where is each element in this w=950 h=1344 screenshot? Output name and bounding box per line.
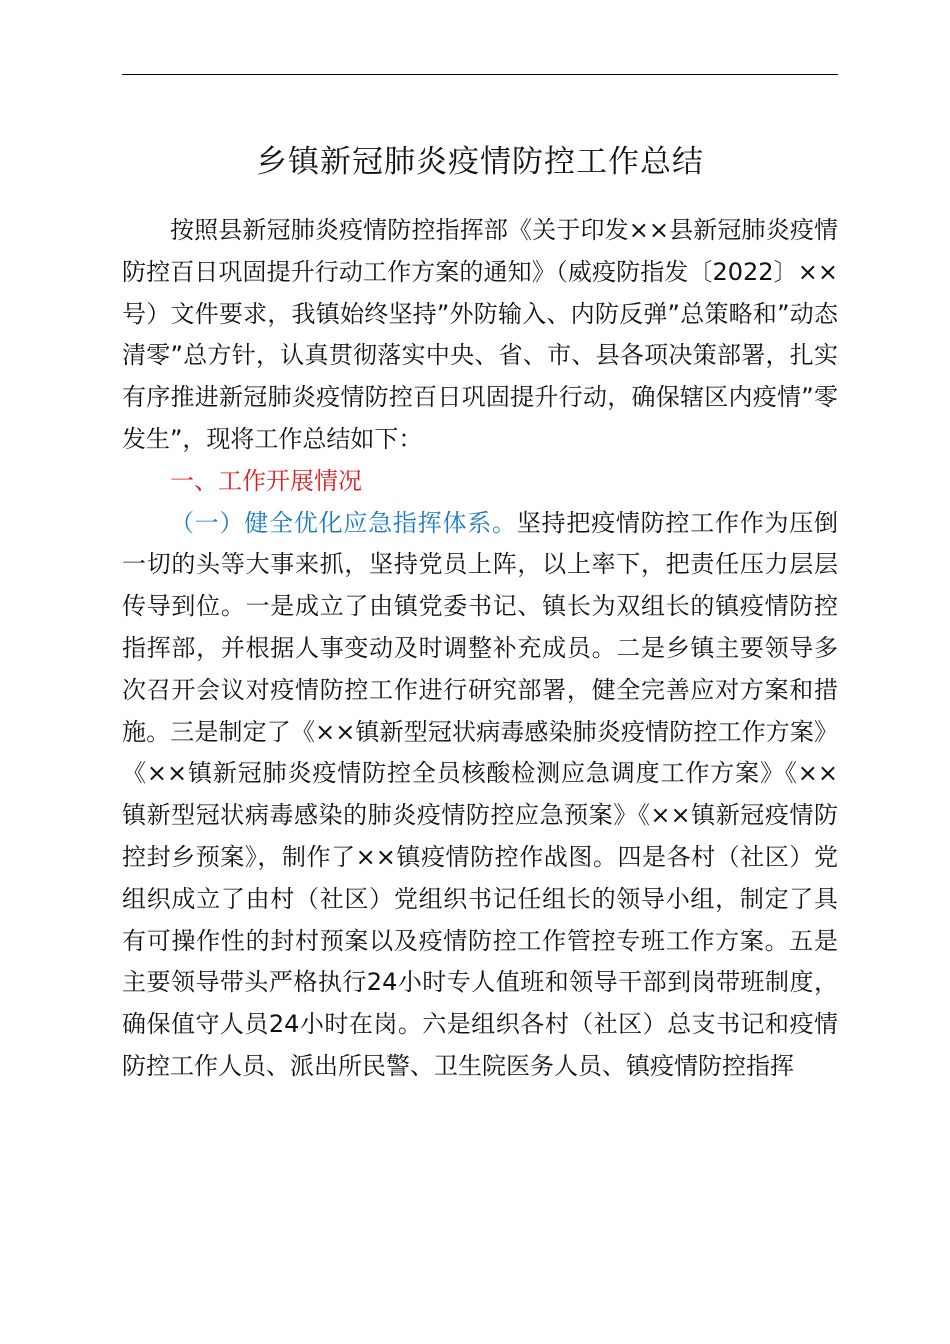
document-title: 乡镇新冠肺炎疫情防控工作总结 [256,144,704,180]
subsection-paragraph [122,503,838,1088]
header-rule [122,74,838,75]
subsection-heading: （一）健全优化应急指挥体系。 [170,508,517,537]
document-body [122,210,838,1088]
section-heading: 一、工作开展情况 [170,466,362,495]
subsection-text: 坚持把疫情防控工作作为压倒一切的头等大事来抓，坚持党员上阵，以上率下，把责任压力层层传导到位。一是成立了由镇党委书记、镇长为双组长的镇疫情防控指挥部，并根据人事变动及时调整补充成员。二是乡镇主要领导多次召开会议对疫情防控工作进行研究部署，健全完善应对方案和措施。三是制定了《××镇新型冠状病毒感染肺炎疫情防控工作方案》《××镇新冠肺炎疫情防控全员核酸检测应急调度工作方案》《××镇新型冠状病毒感染的肺炎疫情防控应急预案》《××镇新冠疫情防控封乡预案》，制作了××镇疫情防控作战图。四是各村（社区）党组织成立了由村（社区）党组织书记任组长的领导小组，制定了具有可操作性的封村预案以及疫情防控工作管控专班工作方案。五是主要领导带头严格执行24小时专人值班和领导干部到岗带班制度，确保值守人员24小时在岗。六是组织各村（社区）总支书记和疫情防控工作人员、派出所民警、卫生院医务人员、镇疫情防控指挥 [122,508,839,1080]
intro-paragraph: 按照县新冠肺炎疫情防控指挥部《关于印发××县新冠肺炎疫情防控百日巩固提升行动工作方案的通知》（威疫防指发〔2022〕××号）文件要求，我镇始终坚持”外防输入、内防反弹”总策略和”动态清零”总方针，认真贯彻落实中央、省、市、县各项决策部署，扎实有序推进新冠肺炎疫情防控百日巩固提升行动，确保辖区内疫情”零发生”，现将工作总结如下： [122,216,838,453]
